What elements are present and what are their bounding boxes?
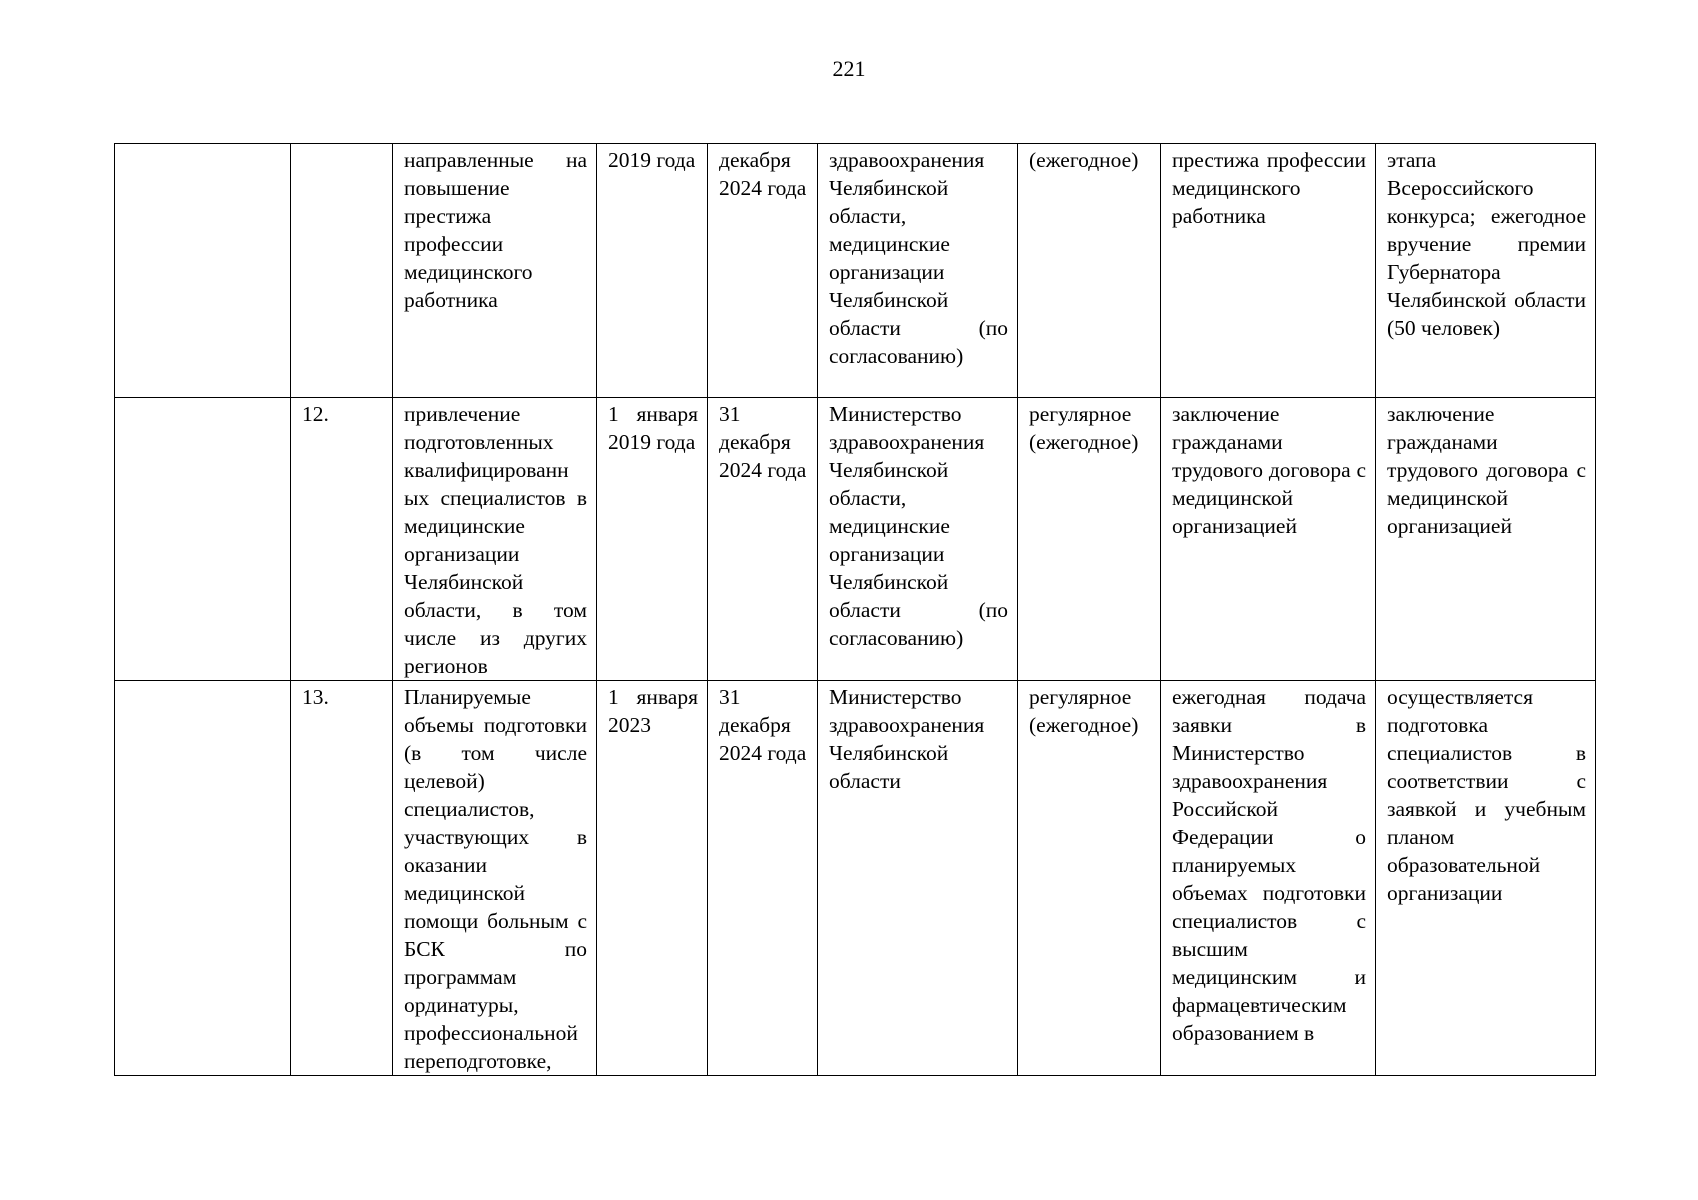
cell-number: 13. (291, 681, 393, 1076)
page-number: 221 (832, 56, 866, 81)
cell-empty (115, 398, 291, 681)
cell-periodicity: регулярное (ежегодное) (1018, 398, 1161, 681)
cell-result: заключение гражданами трудового договора с медицинской организацией (1161, 398, 1376, 681)
cell-number (291, 144, 393, 398)
cell-empty (115, 681, 291, 1076)
cell-responsible: здравоохранения Челябинской области, медицинские организации Челябинской области (по согласованию) (818, 144, 1018, 398)
cell-periodicity: (ежегодное) (1018, 144, 1161, 398)
cell-result: ежегодная подача заявки в Министерство здравоохранения Российской Федерации о планируемых объемах подготовки специалистов с высшим медицинским и фармацевтическим образованием в (1161, 681, 1376, 1076)
cell-indicator: этапа Всероссийского конкурса; ежегодное вручение премии Губернатора Челябинской области (50 человек) (1376, 144, 1596, 398)
cell-start-date: 2019 года (597, 144, 708, 398)
measures-table (114, 143, 1596, 1076)
cell-activity: Планируемые объемы подготовки (в том числе целевой) специалистов, участвующих в оказании медицинской помощи больным с БСК по программам ординатуры, профессиональной переподготовке, (393, 681, 597, 1076)
cell-activity: привлечение подготовленных квалифицированн ых специалистов в медицинские организации Челябинской области, в том числе из других регионов (393, 398, 597, 681)
cell-end-date: декабря 2024 года (708, 144, 818, 398)
table-row (115, 144, 1596, 398)
cell-start-date: 1 января 2023 (597, 681, 708, 1076)
cell-empty (115, 144, 291, 398)
cell-responsible: Министерство здравоохранения Челябинской области (818, 681, 1018, 1076)
cell-activity: направленные на повышение престижа профессии медицинского работника (393, 144, 597, 398)
cell-number: 12. (291, 398, 393, 681)
cell-responsible: Министерство здравоохранения Челябинской области, медицинские организации Челябинской области (по согласованию) (818, 398, 1018, 681)
table-row (115, 398, 1596, 681)
cell-indicator: заключение гражданами трудового договора с медицинской организацией (1376, 398, 1596, 681)
cell-periodicity: регулярное (ежегодное) (1018, 681, 1161, 1076)
cell-end-date: 31 декабря 2024 года (708, 398, 818, 681)
cell-result: престижа профессии медицинского работника (1161, 144, 1376, 398)
cell-start-date: 1 января 2019 года (597, 398, 708, 681)
cell-end-date: 31 декабря 2024 года (708, 681, 818, 1076)
cell-indicator: осуществляется подготовка специалистов в соответствии с заявкой и учебным планом образовательной организации (1376, 681, 1596, 1076)
table-row (115, 681, 1596, 1076)
